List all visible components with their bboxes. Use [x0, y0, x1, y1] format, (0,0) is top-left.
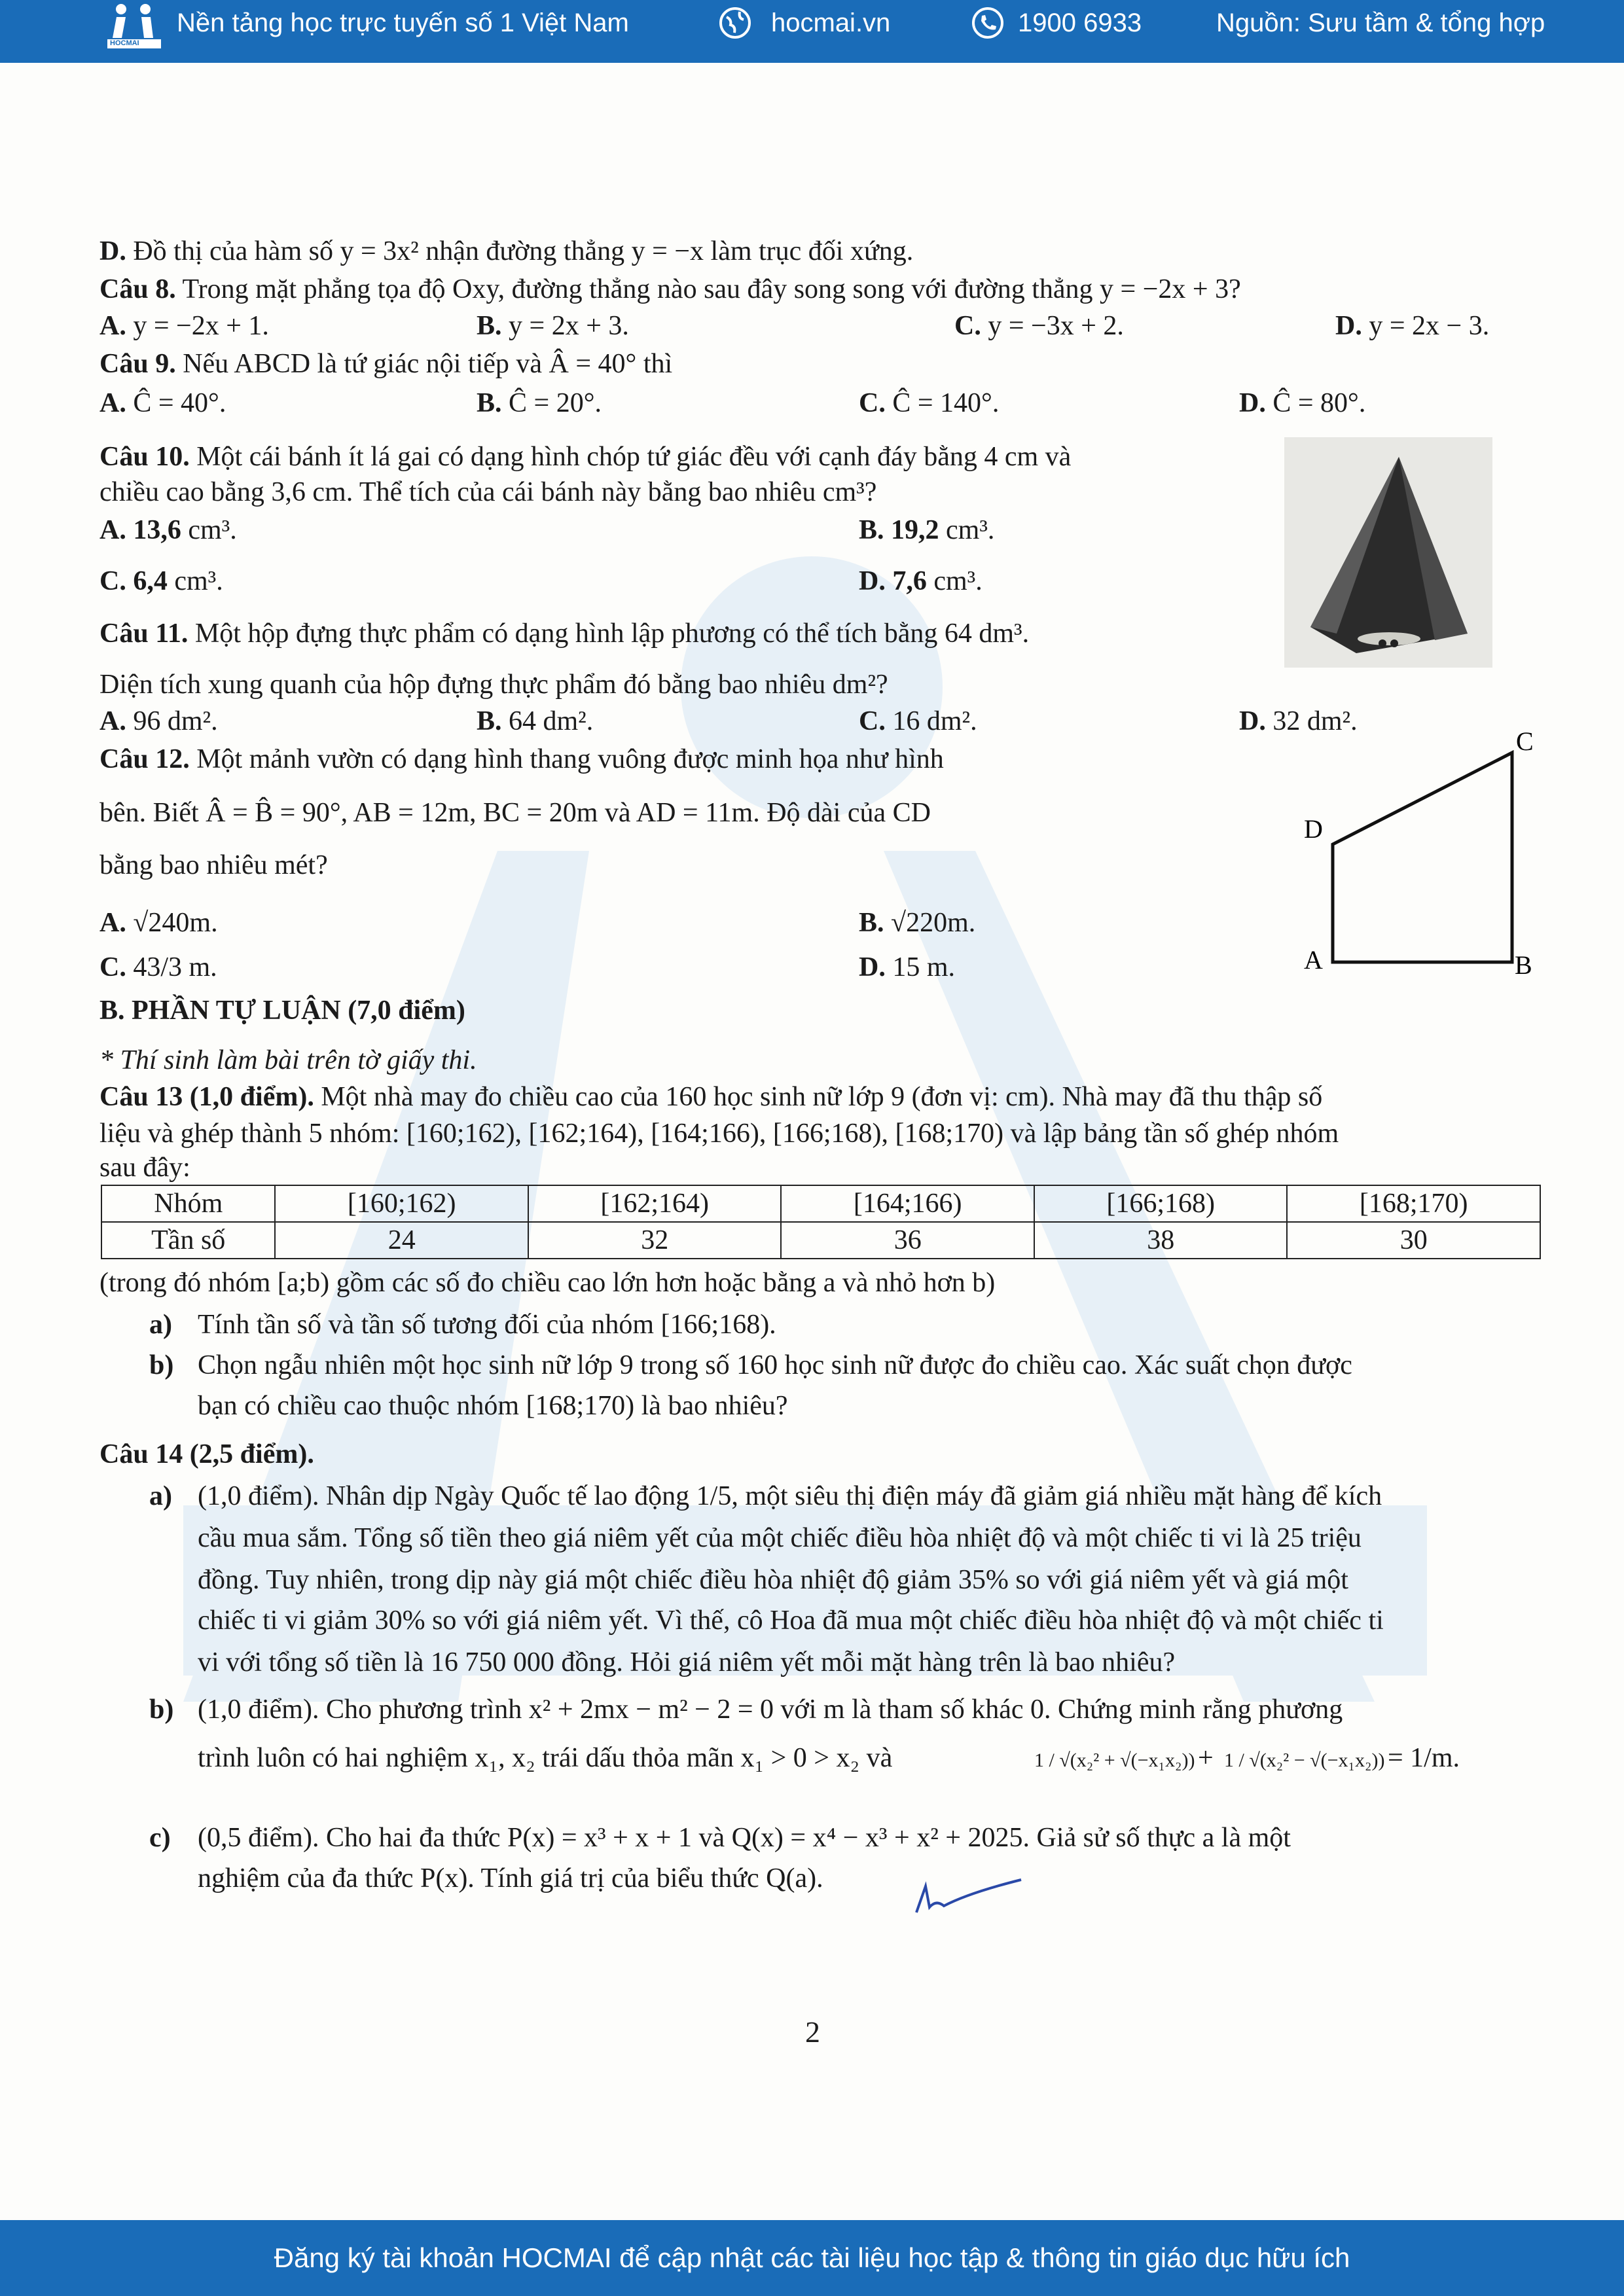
q9-option-d: D. Ĉ = 80°.	[1239, 388, 1366, 418]
frequency-table	[101, 1185, 1541, 1259]
q11-stem-2: Diện tích xung quanh của hộp đựng thực phẩm đó bằng bao nhiêu dm²?	[99, 670, 888, 700]
q12-option-a: A. √240m.	[99, 908, 218, 938]
q8-option-b: B. y = 2x + 3.	[477, 311, 629, 341]
signature-mark	[910, 1867, 1028, 1919]
website-link[interactable]: hocmai.vn	[771, 9, 891, 37]
q13a-label: a)	[149, 1310, 172, 1340]
q10-option-a: A. 13,6 cm³.	[99, 515, 237, 545]
q14c-text-2: nghiệm của đa thức P(x). Tính giá trị của biểu thức Q(a).	[198, 1863, 823, 1893]
q14a-text-3: đồng. Tuy nhiên, trong dịp này giá một chiếc điều hòa nhiệt độ giảm 35% so với giá niêm yết và giá một	[198, 1565, 1348, 1595]
q14-heading: Câu 14 (2,5 điểm).	[99, 1439, 314, 1469]
q12-stem-2: bên. Biết Â = B̂ = 90°, AB = 12m, BC = 20m và AD = 11m. Độ dài của CD	[99, 798, 931, 828]
q13-stem-3: sau đây:	[99, 1153, 190, 1183]
q9-option-b: B. Ĉ = 20°.	[477, 388, 602, 418]
table-cell: [164;166)	[781, 1185, 1034, 1222]
source-note: Nguồn: Sưu tầm & tổng hợp	[1216, 9, 1545, 37]
q14a-text-4: chiếc ti vi giảm 30% so với giá niêm yết. Vì thế, cô Hoa đã mua một chiếc điều hòa nhiệt độ và một chiếc ti	[198, 1605, 1384, 1636]
q14a-label: a)	[149, 1481, 172, 1511]
table-cell: [166;168)	[1034, 1185, 1288, 1222]
q14b-text-1: (1,0 điểm). Cho phương trình x² + 2mx − m² − 2 = 0 với m là tham số khác 0. Chứng minh rằng phương	[198, 1695, 1343, 1725]
q13b-label: b)	[149, 1350, 174, 1380]
phone-icon	[971, 7, 1004, 39]
q13a-text: Tính tần số và tần số tương đối của nhóm [166;168).	[198, 1310, 776, 1340]
q11-stem-1: Câu 11. Một hộp đựng thực phẩm có dạng hình lập phương có thể tích bằng 64 dm³.	[99, 619, 1030, 649]
vertex-d: D	[1304, 814, 1323, 844]
q14b-text-2: trình luôn có hai nghiệm x₁, x₂ trái dấu thỏa mãn x₁ > 0 > x₂ và	[198, 1743, 893, 1773]
q11-option-d: D. 32 dm².	[1239, 706, 1358, 736]
header-bar	[0, 0, 1624, 63]
q14c-label: c)	[149, 1823, 171, 1853]
table-header-group: Nhóm	[101, 1185, 275, 1222]
table-header-frequency: Tần số	[101, 1222, 275, 1259]
q13b-text-1: Chọn ngẫu nhiên một học sinh nữ lớp 9 trong số 160 học sinh nữ được đo chiều cao. Xác suất chọn được	[198, 1350, 1352, 1380]
q10-option-c: C. 6,4 cm³.	[99, 566, 223, 596]
q12-option-b: B. √220m.	[859, 908, 976, 938]
table-cell: [168;170)	[1287, 1185, 1540, 1222]
phone-number[interactable]: 1900 6933	[1018, 9, 1142, 37]
q10-option-b: B. 19,2 cm³.	[859, 515, 995, 545]
q12-option-d: D. 15 m.	[859, 952, 956, 982]
q14b-fraction-2: 1 / √(x₂² − √(−x₁x₂))	[1224, 1749, 1385, 1771]
table-cell: [160;162)	[275, 1185, 528, 1222]
table-cell: 30	[1287, 1222, 1540, 1259]
footer-bar	[0, 2220, 1624, 2296]
q14b-plus: +	[1198, 1743, 1214, 1773]
q9-option-c: C. Ĉ = 140°.	[859, 388, 1000, 418]
q12-option-c: C. 43/3 m.	[99, 952, 217, 982]
table-cell: 38	[1034, 1222, 1288, 1259]
q13-stem-2: liệu và ghép thành 5 nhóm: [160;162), [162;164), [164;166), [166;168), [168;170) và lập bảng tần số ghép nhóm	[99, 1119, 1339, 1149]
footer-text[interactable]: Đăng ký tài khoản HOCMAI để cập nhật các tài liệu học tập & thông tin giáo dục hữu ích	[274, 2242, 1350, 2273]
q13-note: (trong đó nhóm [a;b) gồm các số đo chiều cao lớn hơn hoặc bằng a và nhỏ hơn b)	[99, 1268, 996, 1298]
q7-option-d: D. Đồ thị của hàm số y = 3x² nhận đường thẳng y = −x làm trục đối xứng.	[99, 236, 914, 266]
q10-option-d: D. 7,6 cm³.	[859, 566, 983, 596]
slogan: Nền tảng học trực tuyến số 1 Việt Nam	[177, 9, 629, 37]
q10-stem-1: Câu 10. Một cái bánh ít lá gai có dạng hình chóp tứ giác đều với cạnh đáy bằng 4 cm và	[99, 442, 1072, 472]
instruction: * Thí sinh làm bài trên tờ giấy thi.	[99, 1045, 477, 1075]
q14b-label: b)	[149, 1695, 174, 1725]
q9-stem: Câu 9. Nếu ABCD là tứ giác nội tiếp và Â = 40° thì	[99, 349, 673, 379]
q10-stem-2: chiều cao bằng 3,6 cm. Thể tích của cái bánh này bằng bao nhiêu cm³?	[99, 477, 877, 507]
table-cell: [162;164)	[528, 1185, 782, 1222]
q13-stem-1: Câu 13 (1,0 điểm). Một nhà may đo chiều cao của 160 học sinh nữ lớp 9 (đơn vị: cm). Nhà may đã thu thập số	[99, 1082, 1323, 1112]
q13b-text-2: bạn có chiều cao thuộc nhóm [168;170) là bao nhiêu?	[198, 1391, 788, 1421]
section-b-heading: B. PHẦN TỰ LUẬN (7,0 điểm)	[99, 996, 465, 1026]
table-cell: 36	[781, 1222, 1034, 1259]
q8-stem: Câu 8. Trong mặt phẳng tọa độ Oxy, đường thẳng nào sau đây song song với đường thẳng y = −2x + 3?	[99, 274, 1241, 304]
q12-stem-3: bằng bao nhiêu mét?	[99, 850, 328, 880]
q14a-text-5: vi với tổng số tiền là 16 750 000 đồng. Hỏi giá niêm yết mỗi mặt hàng trên là bao nhiêu?	[198, 1647, 1176, 1677]
q8-option-c: C. y = −3x + 2.	[954, 311, 1124, 341]
q12-stem-1: Câu 12. Một mảnh vườn có dạng hình thang vuông được minh họa như hình	[99, 744, 944, 774]
table-row	[101, 1222, 1540, 1259]
pyramid-cake-photo	[1284, 437, 1492, 668]
q14a-text-2: cầu mua sắm. Tổng số tiền theo giá niêm yết của một chiếc điều hòa nhiệt độ và một chiếc ti vi là 25 triệu	[198, 1523, 1362, 1553]
q14b-fraction-1: 1 / √(x₂² + √(−x₁x₂))	[1034, 1749, 1195, 1771]
q11-option-b: B. 64 dm².	[477, 706, 594, 736]
table-cell: 32	[528, 1222, 782, 1259]
vertex-a: A	[1304, 945, 1323, 975]
q11-option-c: C. 16 dm².	[859, 706, 977, 736]
trapezoid-figure	[1296, 726, 1545, 982]
vertex-b: B	[1515, 950, 1532, 980]
vertex-c: C	[1516, 726, 1534, 756]
table-row	[101, 1185, 1540, 1222]
q8-option-d: D. y = 2x − 3.	[1335, 311, 1490, 341]
q14b-equals: = 1/m.	[1388, 1743, 1460, 1773]
q14c-text-1: (0,5 điểm). Cho hai đa thức P(x) = x³ + x + 1 và Q(x) = x⁴ − x³ + x² + 2025. Giả sử số thực a là một	[198, 1823, 1291, 1853]
table-cell: 24	[275, 1222, 528, 1259]
globe-icon	[719, 7, 751, 39]
logo-text: HOCMAI	[110, 39, 139, 47]
q9-option-a: A. Ĉ = 40°.	[99, 388, 226, 418]
q14a-text-1: (1,0 điểm). Nhân dịp Ngày Quốc tế lao động 1/5, một siêu thị điện máy đã giảm giá nhiều mặt hàng để kích	[198, 1481, 1382, 1511]
q8-option-a: A. y = −2x + 1.	[99, 311, 269, 341]
page-number: 2	[805, 2015, 820, 2049]
q11-option-a: A. 96 dm².	[99, 706, 218, 736]
